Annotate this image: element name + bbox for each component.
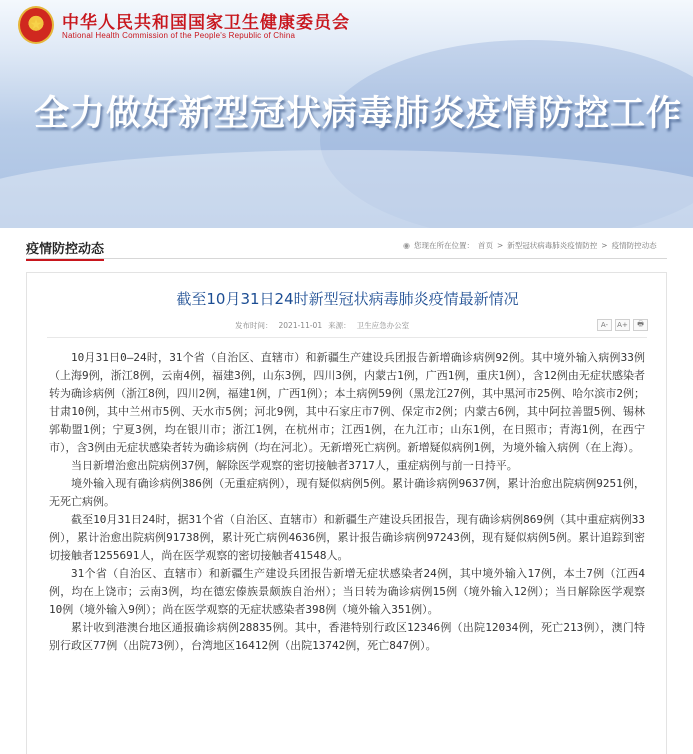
publish-date: 2021-11-01 [278,321,323,330]
article-paragraph: 境外输入现有确诊病例386例（无重症病例），现有疑似病例5例。累计确诊病例9637例，累计治愈出院病例9251例，无死亡病例。 [49,477,645,508]
article-paragraph: 当日新增治愈出院病例37例，解除医学观察的密切接触者3717人，重症病例与前一日持平。 [71,459,518,472]
section-title[interactable]: 疫情防控动态 [26,238,104,261]
font-decrease-button[interactable]: A- [597,319,612,331]
article-tools [597,319,648,331]
breadcrumb-separator: > [601,241,608,250]
breadcrumb-prefix: 您现在所在位置： [413,241,474,250]
location-pin-icon: ◉ [403,241,410,250]
breadcrumb-covid[interactable]: 新型冠状病毒肺炎疫情防控 [507,241,598,250]
org-name-cn[interactable]: 中华人民共和国国家卫生健康委员会 [62,13,350,33]
breadcrumb [403,240,661,251]
article-title: 截至10月31日24时新型冠状病毒肺炎疫情最新情况 [176,290,519,308]
national-emblem-icon[interactable]: ★ [18,6,54,44]
article-meta [235,320,415,331]
breadcrumb-separator: > [496,241,504,250]
source-label: 来源： [328,321,351,330]
print-icon[interactable]: 🖶 [633,319,648,331]
banner-decoration [0,150,693,228]
font-increase-button[interactable]: A+ [615,319,630,331]
divider [47,337,647,338]
date-label: 发布时间： [235,321,273,330]
banner-slogan: 全力做好新型冠状病毒肺炎疫情防控工作 [34,94,683,134]
org-name-en: National Health Commission of the People's Republic of China [62,31,296,40]
article-source: 卫生应急办公室 [356,321,410,330]
article-paragraph: 31个省（自治区、直辖市）和新疆生产建设兵团报告新增无症状感染者24例，其中境外输入17例，本土7例（江西4例，均在上饶市；云南3例，均在德宏傣族景颇族自治州）；当日转为确诊病例15例（境外输入12例）；当日解除医学观察10例（境外输入9例）；尚在医学观察的无症状感染者398例（境外输入351例）。 [49,567,645,616]
article-paragraph: 10月31日0—24时，31个省（自治区、直辖市）和新疆生产建设兵团报告新增确诊病例92例。其中境外输入病例33例（上海9例，浙江8例，云南4例，福建3例，山东3例，四川3例，内蒙古1例，广西1例，重庆1例），含12例由无症状感染者转为确诊病例（浙江8例，四川2例，福建1例，广西1例）；本土病例59例（黑龙江27例，其中黑河市25例、哈尔滨市2例；甘肃10例，其中兰州市5例、天水市5例；河北9例，其中石家庄市7例、保定市2例；内蒙古6例，其中阿拉善盟5例、锡林郭勒盟1例；宁夏3例，均在银川市；浙江1例，在杭州市；江西1例，在九江市；山东1例，在日照市；青海1例，在西宁市），含3例由无症状感染者转为确诊病例（均在河北）。无新增死亡病例。新增疑似病例1例，为境外输入病例（在上海）。 [49,351,645,454]
article-body [49,349,645,655]
breadcrumb-current[interactable]: 疫情防控动态 [611,241,657,250]
divider [26,258,667,259]
header-banner [0,0,693,228]
article-paragraph: 截至10月31日24时，据31个省（自治区、直辖市）和新疆生产建设兵团报告，现有确诊病例869例（其中重症病例33例），累计治愈出院病例91738例，累计死亡病例4636例，累计报告确诊病例97243例，现有疑似病例5例。累计追踪到密切接触者1255691人，尚在医学观察的密切接触者41548人。 [49,513,645,562]
article-card [26,272,667,754]
article-paragraph: 累计收到港澳台地区通报确诊病例28835例。其中，香港特别行政区12346例（出院12034例，死亡213例），澳门特别行政区77例（出院73例），台湾地区16412例（出院13742例，死亡847例）。 [49,621,645,652]
breadcrumb-home[interactable]: 首页 [477,241,493,250]
